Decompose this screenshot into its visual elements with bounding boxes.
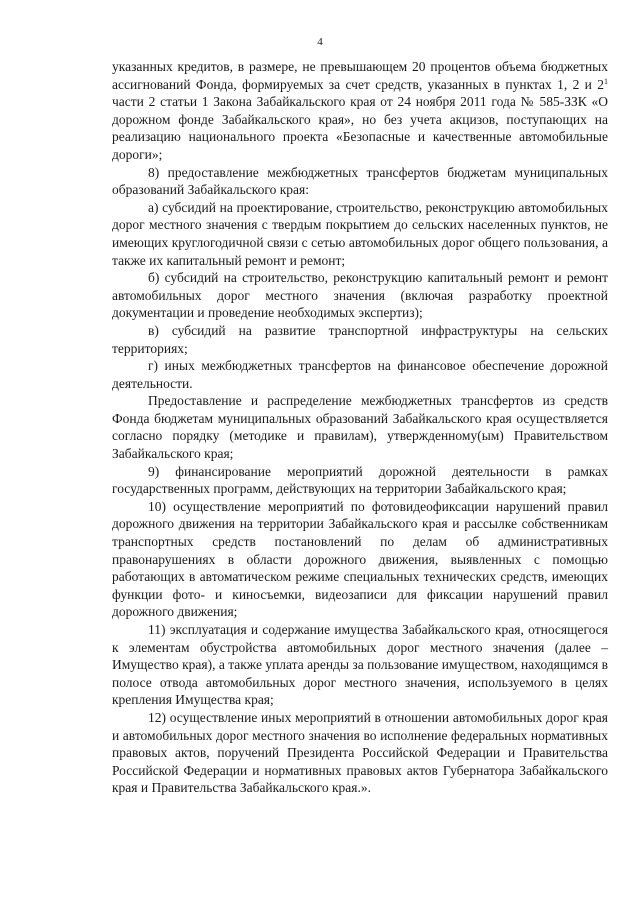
document-body — [112, 58, 608, 797]
paragraph-item-8b: б) субсидий на строительство, реконструкцию капитальный ремонт и ремонт автомобильных дорог местного значения (включая разработку проектной документации и проведение необходимых экспертиз); — [112, 270, 608, 321]
paragraph-item-8g: г) иных межбюджетных трансфертов на финансовое обеспечение дорожной деятельности. — [112, 358, 608, 391]
superscript-marker: 1 — [604, 76, 608, 86]
paragraph-item-8a: а) субсидий на проектирование, строительство, реконструкцию автомобильных дорог местного значения с твердым покрытием до сельских населенных пунктов, не имеющих круглогодичной связи с сетью автомобильных дорог общего пользования, а также их капитальный ремонт и ремонт; — [112, 199, 608, 268]
paragraph-credit-limit: указанных кредитов, в размере, не превышающем 20 процентов объема бюджетных ассигнований Фонда, формируемых за счет средств, указанных в пунктах 1, 2 и $2^1$ части 2 статьи 1 Закона Забайкальского края от 24 ноября 2011 года № 585-ЗЗК «О дорожном фонде Забайкальского края», но без учета акцизов, поступающих на реализацию национального проекта «Безопасные и качественные автомобильные дороги»; — [112, 59, 608, 162]
paragraph-item-11: 11) эксплуатация и содержание имущества Забайкальского края, относящегося к элементам обустройства автомобильных дорог местного значения (далее – Имущество края), а также уплата аренды за пользование имуществом, находящимся в полосе отвода автомобильных дорог местного значения, используемого в целях крепления Имущества края; — [112, 622, 608, 708]
paragraph-item-8: 8) предоставление межбюджетных трансфертов бюджетам муниципальных образований Забайкальского края: — [112, 164, 608, 198]
paragraph-transfer-procedure: Предоставление и распределение межбюджетных трансфертов из средств Фонда бюджетам муниципальных образований Забайкальского края осуществляется согласно порядку (методике и правилам), утвержденному(ым) Правительством Забайкальского края; — [112, 393, 608, 462]
page-number: 4 — [317, 36, 323, 48]
paragraph-item-8v: в) субсидий на развитие транспортной инфраструктуры на сельских территориях; — [112, 322, 608, 356]
paragraph-item-10: 10) осуществление мероприятий по фотовидеофиксации нарушений правил дорожного движения на территории Забайкальского края и рассылке собственникам транспортных средств постановлений по делам об административных правонарушениях в области дорожного движения, выявленных с помощью работающих в автоматическом режиме специальных технических средств, имеющих функции фото- и киносъемки, видеозаписи для фиксации нарушений правил дорожного движения; — [112, 498, 608, 620]
paragraph-item-12: 12) осуществление иных мероприятий в отношении автомобильных дорог края и автомобильных дорог местного значения во исполнение федеральных нормативных правовых актов, поручений Президента Российской Федерации и Правительства Российской Федерации и нормативных правовых актов Губернатора Забайкальского края и Правительства Забайкальского края.». — [112, 709, 608, 796]
paragraph-item-9: 9) финансирование мероприятий дорожной деятельности в рамках государственных программ, действующих на территории Забайкальского края; — [112, 463, 608, 497]
